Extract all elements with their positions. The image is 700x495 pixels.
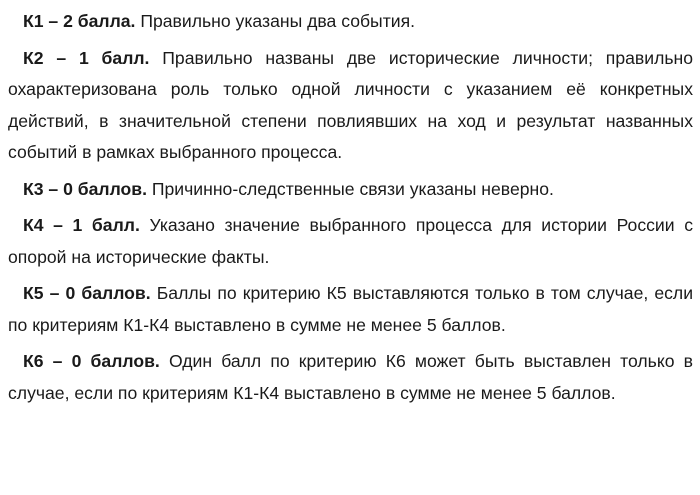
criterion-text: Правильно названы две исторические личности; правильно охарактеризована роль только одной личности с указанием её конкретных действий, в значительной степени повлиявших на ход и результат названных событий в рамках выбранного процесса.	[8, 47, 694, 162]
criterion-text: Причинно-следственные связи указаны неверно.	[151, 178, 554, 199]
criterion-label: К6 – 0 баллов.	[23, 351, 160, 371]
criterion-text: Один балл по критерию К6 может быть выставлен только в случае, если по критериям К1-К4 выставлено в сумме не менее 5 баллов.	[8, 351, 694, 403]
criterion-k5	[8, 278, 693, 341]
criterion-text: Баллы по критерию К5 выставляются только в том случае, если по критериям К1-К4 выставлено в сумме не менее 5 баллов.	[8, 283, 694, 335]
criterion-label: К5 – 0 баллов.	[23, 283, 151, 303]
criterion-k3	[8, 174, 693, 206]
criterion-k2	[8, 43, 693, 169]
criterion-k4	[8, 210, 693, 273]
criterion-label: К2 – 1 балл.	[23, 47, 150, 68]
criterion-label: К1 – 2 балла.	[23, 11, 136, 31]
criterion-text: Правильно указаны два события.	[140, 11, 415, 31]
criterion-text: Указано значение выбранного процесса для истории России с опорой на исторические факты.	[8, 215, 693, 267]
criterion-k6	[8, 346, 693, 409]
criterion-label: К4 – 1 балл.	[23, 215, 140, 235]
criterion-k1	[8, 6, 693, 38]
criterion-label: К3 – 0 баллов.	[23, 178, 147, 199]
